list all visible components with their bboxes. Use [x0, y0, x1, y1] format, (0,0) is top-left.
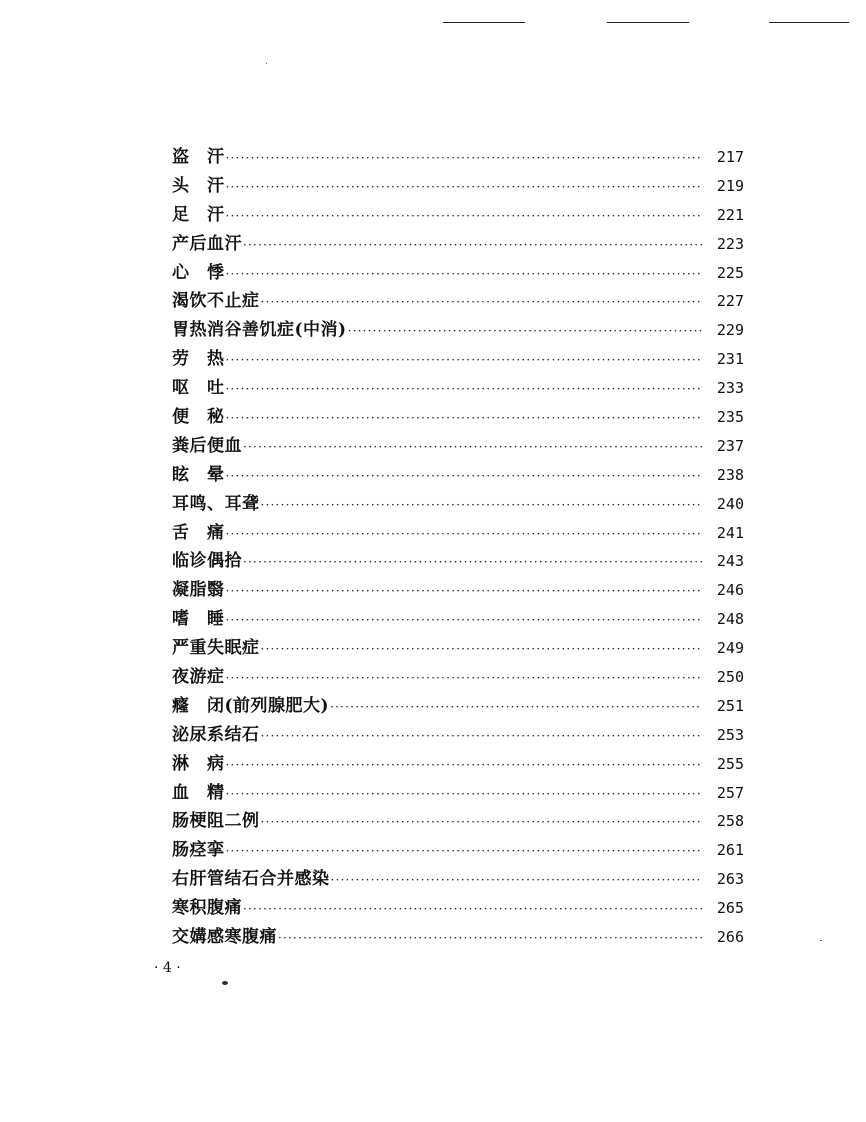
- toc-entry: [172, 663, 744, 692]
- toc-entry: [172, 432, 744, 461]
- toc-entry: [172, 230, 744, 259]
- toc-entry-page: 240: [716, 494, 744, 513]
- toc-entry-page: 257: [716, 783, 744, 802]
- toc-entry-page: 243: [716, 552, 744, 571]
- toc-entry-title: 舌 痛: [172, 522, 225, 543]
- dot-leader: [278, 924, 702, 953]
- toc-entry: [172, 634, 744, 663]
- toc-entry-page: 255: [716, 754, 744, 773]
- dot-leader: [226, 144, 703, 173]
- header-rule: [443, 22, 525, 23]
- toc-entry-page: 229: [716, 321, 744, 340]
- toc-entry-page: 217: [716, 148, 744, 166]
- dot-leader: [226, 404, 703, 433]
- toc-entry: [172, 865, 744, 894]
- toc-entry: [172, 316, 744, 345]
- dot-leader: [226, 260, 703, 289]
- toc-entry-title: 临诊偶拾: [172, 551, 242, 572]
- dot-leader: [261, 808, 703, 837]
- toc-entry-page: 261: [716, 841, 744, 860]
- dot-leader: [226, 346, 703, 375]
- toc-entry-page: 251: [716, 696, 744, 715]
- print-speck: [266, 63, 267, 64]
- toc-entry-title: 渴饮不止症: [172, 291, 260, 312]
- toc-entry-title: 粪后便血: [172, 435, 242, 456]
- toc-entry: [172, 461, 744, 490]
- toc-entry-page: 235: [716, 408, 744, 427]
- dot-leader: [226, 520, 703, 549]
- toc-entry-title: 劳 热: [172, 349, 225, 370]
- toc-entry-title: 寒积腹痛: [172, 898, 242, 919]
- toc-entry-page: 258: [716, 812, 744, 831]
- toc-entry: [172, 807, 744, 836]
- dot-leader: [261, 635, 703, 664]
- toc-entry-page: 248: [716, 610, 744, 629]
- toc-entry: [172, 779, 744, 808]
- print-speck: [222, 981, 228, 985]
- toc-entry-page: 263: [716, 870, 744, 889]
- toc-entry-page: 221: [716, 205, 744, 224]
- toc-entry-page: 219: [716, 176, 744, 195]
- dot-leader: [226, 751, 703, 780]
- toc-entry-title: 右肝管结石合并感染: [172, 869, 330, 890]
- toc-entry-title: 便 秘: [172, 407, 225, 428]
- toc-entry-title: 盗 汗: [172, 147, 225, 167]
- toc-entry-page: 250: [716, 668, 744, 687]
- toc-entry: [172, 490, 744, 519]
- dot-leader: [261, 288, 703, 317]
- toc-entry-title: 凝脂翳: [172, 580, 225, 601]
- toc-entry-title: 血 精: [172, 782, 225, 803]
- dot-leader: [226, 606, 703, 635]
- toc-entry: [172, 345, 744, 374]
- toc-entry-title: 心 悸: [172, 262, 225, 283]
- toc-entry-page: 246: [716, 581, 744, 600]
- toc-entry-title: 足 汗: [172, 204, 225, 225]
- toc-entry: [172, 721, 744, 750]
- toc-entry-title: 头 汗: [172, 175, 225, 196]
- toc-entry: [172, 576, 744, 605]
- toc-entry-title: 呕 吐: [172, 378, 225, 399]
- toc-entry: [172, 519, 744, 548]
- dot-leader: [226, 577, 703, 606]
- header-rule: [769, 22, 849, 23]
- toc-entry-title: 肠梗阻二例: [172, 811, 260, 832]
- toc-entry-page: 249: [716, 639, 744, 658]
- table-of-contents: [172, 143, 744, 952]
- toc-entry-page: 266: [716, 928, 744, 947]
- dot-leader: [243, 231, 702, 260]
- toc-entry-title: 严重失眠症: [172, 638, 260, 659]
- dot-leader: [226, 462, 703, 491]
- toc-entry: [172, 143, 744, 172]
- dot-leader: [243, 548, 702, 577]
- toc-entry-page: 241: [716, 523, 744, 542]
- toc-entry-title: 嗜 睡: [172, 609, 225, 630]
- toc-entry-page: 231: [716, 350, 744, 369]
- toc-entry: [172, 894, 744, 923]
- toc-entry: [172, 750, 744, 779]
- toc-entry: [172, 287, 744, 316]
- toc-entry: [172, 374, 744, 403]
- dot-leader: [261, 491, 703, 520]
- toc-entry: [172, 259, 744, 288]
- toc-entry: [172, 201, 744, 230]
- toc-entry-title: 产后血汗: [172, 233, 242, 254]
- print-speck: [820, 940, 822, 941]
- dot-leader: [261, 722, 703, 751]
- dot-leader: [226, 375, 703, 404]
- dot-leader: [226, 780, 703, 809]
- dot-leader: [348, 317, 702, 346]
- toc-entry: [172, 547, 744, 576]
- page-number: · 4 ·: [154, 960, 181, 976]
- toc-entry: [172, 172, 744, 201]
- dot-leader: [331, 866, 703, 895]
- toc-entry-page: 237: [716, 436, 744, 455]
- dot-leader: [243, 895, 702, 924]
- toc-entry: [172, 605, 744, 634]
- dot-leader: [243, 433, 702, 462]
- toc-entry-title: 交媾感寒腹痛: [172, 927, 277, 948]
- toc-entry: [172, 836, 744, 865]
- toc-entry-page: 233: [716, 379, 744, 398]
- toc-entry: [172, 692, 744, 721]
- toc-entry-title: 眩 晕: [172, 464, 225, 485]
- toc-entry: [172, 403, 744, 432]
- toc-entry-title: 泌尿系结石: [172, 724, 260, 745]
- toc-entry-page: 238: [716, 465, 744, 484]
- dot-leader: [226, 202, 703, 231]
- dot-leader: [330, 693, 702, 722]
- toc-entry: [172, 923, 744, 952]
- toc-entry-title: 癃 闭(前列腺肥大): [172, 695, 330, 716]
- toc-entry-page: 227: [716, 292, 744, 311]
- toc-entry-title: 胃热消谷善饥症(中消): [172, 320, 347, 341]
- header-rule: [607, 22, 689, 23]
- toc-entry-title: 耳鸣、耳聋: [172, 493, 260, 514]
- toc-entry-title: 淋 病: [172, 753, 225, 774]
- dot-leader: [226, 173, 703, 202]
- toc-entry-page: 265: [716, 899, 744, 918]
- toc-entry-title: 肠痉挛: [172, 840, 225, 861]
- dot-leader: [226, 837, 703, 866]
- toc-entry-page: 223: [716, 234, 744, 253]
- toc-entry-page: 253: [716, 725, 744, 744]
- toc-entry-title: 夜游症: [172, 667, 225, 688]
- dot-leader: [226, 664, 703, 693]
- toc-entry-page: 225: [716, 263, 744, 282]
